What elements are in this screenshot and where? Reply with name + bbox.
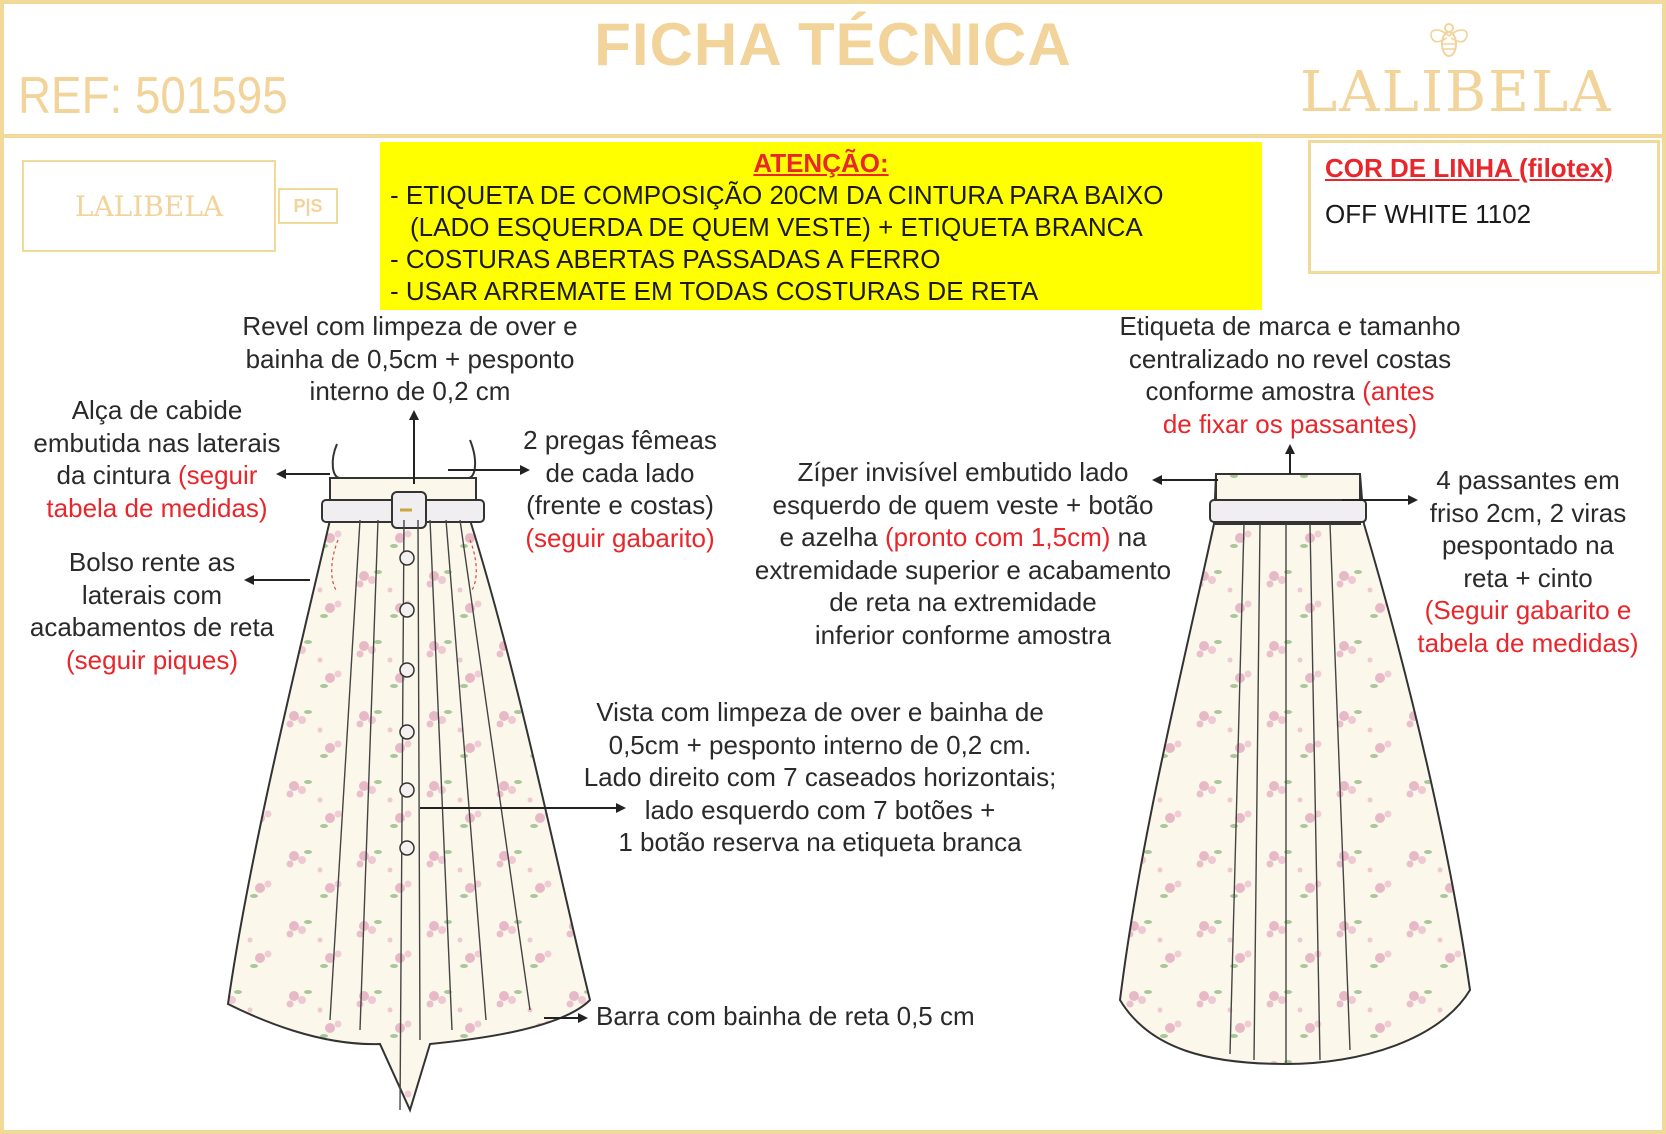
note-line: Vista com limpeza de over e bainha de — [596, 697, 1044, 727]
note-pregas — [500, 424, 740, 554]
size-tag: P|S — [278, 188, 338, 224]
note-line: laterais com — [81, 579, 223, 610]
note-line: na — [1110, 522, 1147, 552]
note-line: Revel com limpeza de over e — [242, 311, 578, 341]
note-red-text: (Seguir gabarito e — [1424, 595, 1632, 625]
note-red-text: (antes — [1362, 376, 1435, 406]
note-ziper — [728, 456, 1198, 651]
thread-title: COR DE LINHA (filotex) — [1325, 153, 1613, 183]
label-brand-text: LALIBELA — [74, 190, 224, 223]
note-line: 1 botão reserva na etiqueta branca — [618, 827, 1022, 857]
note-line: extremidade superior e acabamento — [754, 554, 1172, 585]
note-line: lado esquerdo com 7 botões + — [644, 794, 996, 825]
note-red-text: (seguir — [177, 460, 258, 490]
note-line: embutida nas laterais — [33, 427, 281, 458]
attention-line: - COSTURAS ABERTAS PASSADAS A FERRO — [390, 244, 941, 274]
button — [400, 725, 414, 739]
attention-title: ATENÇÃO: — [753, 148, 889, 178]
note-line: Bolso rente as — [68, 547, 236, 577]
note-line: de reta na extremidade — [829, 587, 1097, 617]
note-revel — [218, 310, 602, 408]
note-alca — [12, 394, 302, 524]
note-red-text: tabela de medidas) — [46, 492, 268, 523]
note-line: friso 2cm, 2 viras — [1429, 497, 1627, 528]
note-line: Alça de cabide — [71, 395, 243, 425]
note-line: de cada lado — [545, 457, 695, 488]
reference-code: REF: 501595 — [18, 67, 288, 125]
attention-line: (LADO ESQUERDA DE QUEM VESTE) + ETIQUETA BRANCA — [410, 212, 1143, 242]
note-line: centralizado no revel costas — [1128, 343, 1452, 374]
back-belt — [1210, 500, 1366, 522]
note-barra: Barra com bainha de reta 0,5 cm — [596, 1001, 975, 1031]
note-line: Etiqueta de marca e tamanho — [1119, 311, 1461, 341]
note-red-text: tabela de medidas) — [1417, 627, 1639, 658]
note-etiqueta — [1080, 310, 1500, 440]
attention-line: - ETIQUETA DE COMPOSIÇÃO 20CM DA CINTURA PARA BAIXO — [390, 180, 1164, 210]
note-red-text: de fixar os passantes) — [1162, 408, 1418, 439]
note-line: 4 passantes em — [1436, 465, 1620, 495]
note-line: acabamentos de reta — [29, 612, 275, 642]
page-title: FICHA TÉCNICA — [594, 11, 1072, 78]
brand-logo: LALIBELA — [1300, 60, 1613, 125]
button — [400, 663, 414, 677]
note-line: (frente e costas) — [526, 490, 714, 520]
button — [400, 603, 414, 617]
note-line: esquerdo de quem veste + botão — [772, 489, 1154, 520]
note-passantes — [1398, 464, 1658, 659]
note-line: 0,5cm + pesponto interno de 0,2 cm. — [608, 729, 1032, 760]
button — [400, 841, 414, 855]
attention-line: - USAR ARREMATE EM TODAS COSTURAS DE RETA — [390, 276, 1039, 306]
note-line: 2 pregas fêmeas — [523, 425, 717, 455]
note-line: bainha de 0,5cm + pesponto — [245, 343, 575, 374]
note-red-text: (pronto com 1,5cm) — [884, 522, 1111, 552]
note-line: Lado direito com 7 caseados horizontais; — [583, 762, 1057, 792]
note-line: reta + cinto — [1463, 562, 1593, 593]
note-line: pespontado na — [1441, 530, 1615, 560]
button — [400, 551, 414, 565]
note-vista — [550, 696, 1090, 859]
note-line: e azelha — [779, 522, 885, 552]
note-red-text: (seguir gabarito) — [525, 522, 715, 553]
note-red-text: (seguir piques) — [66, 644, 238, 675]
note-line: da cintura — [56, 460, 178, 490]
note-line: conforme amostra — [1145, 376, 1363, 406]
note-bolso — [12, 546, 292, 676]
button — [400, 783, 414, 797]
thread-value: OFF WHITE 1102 — [1325, 199, 1532, 229]
note-line: Zíper invisível embutido lado — [797, 457, 1129, 487]
note-line: interno de 0,2 cm — [309, 376, 511, 406]
note-line: inferior conforme amostra — [814, 619, 1112, 650]
